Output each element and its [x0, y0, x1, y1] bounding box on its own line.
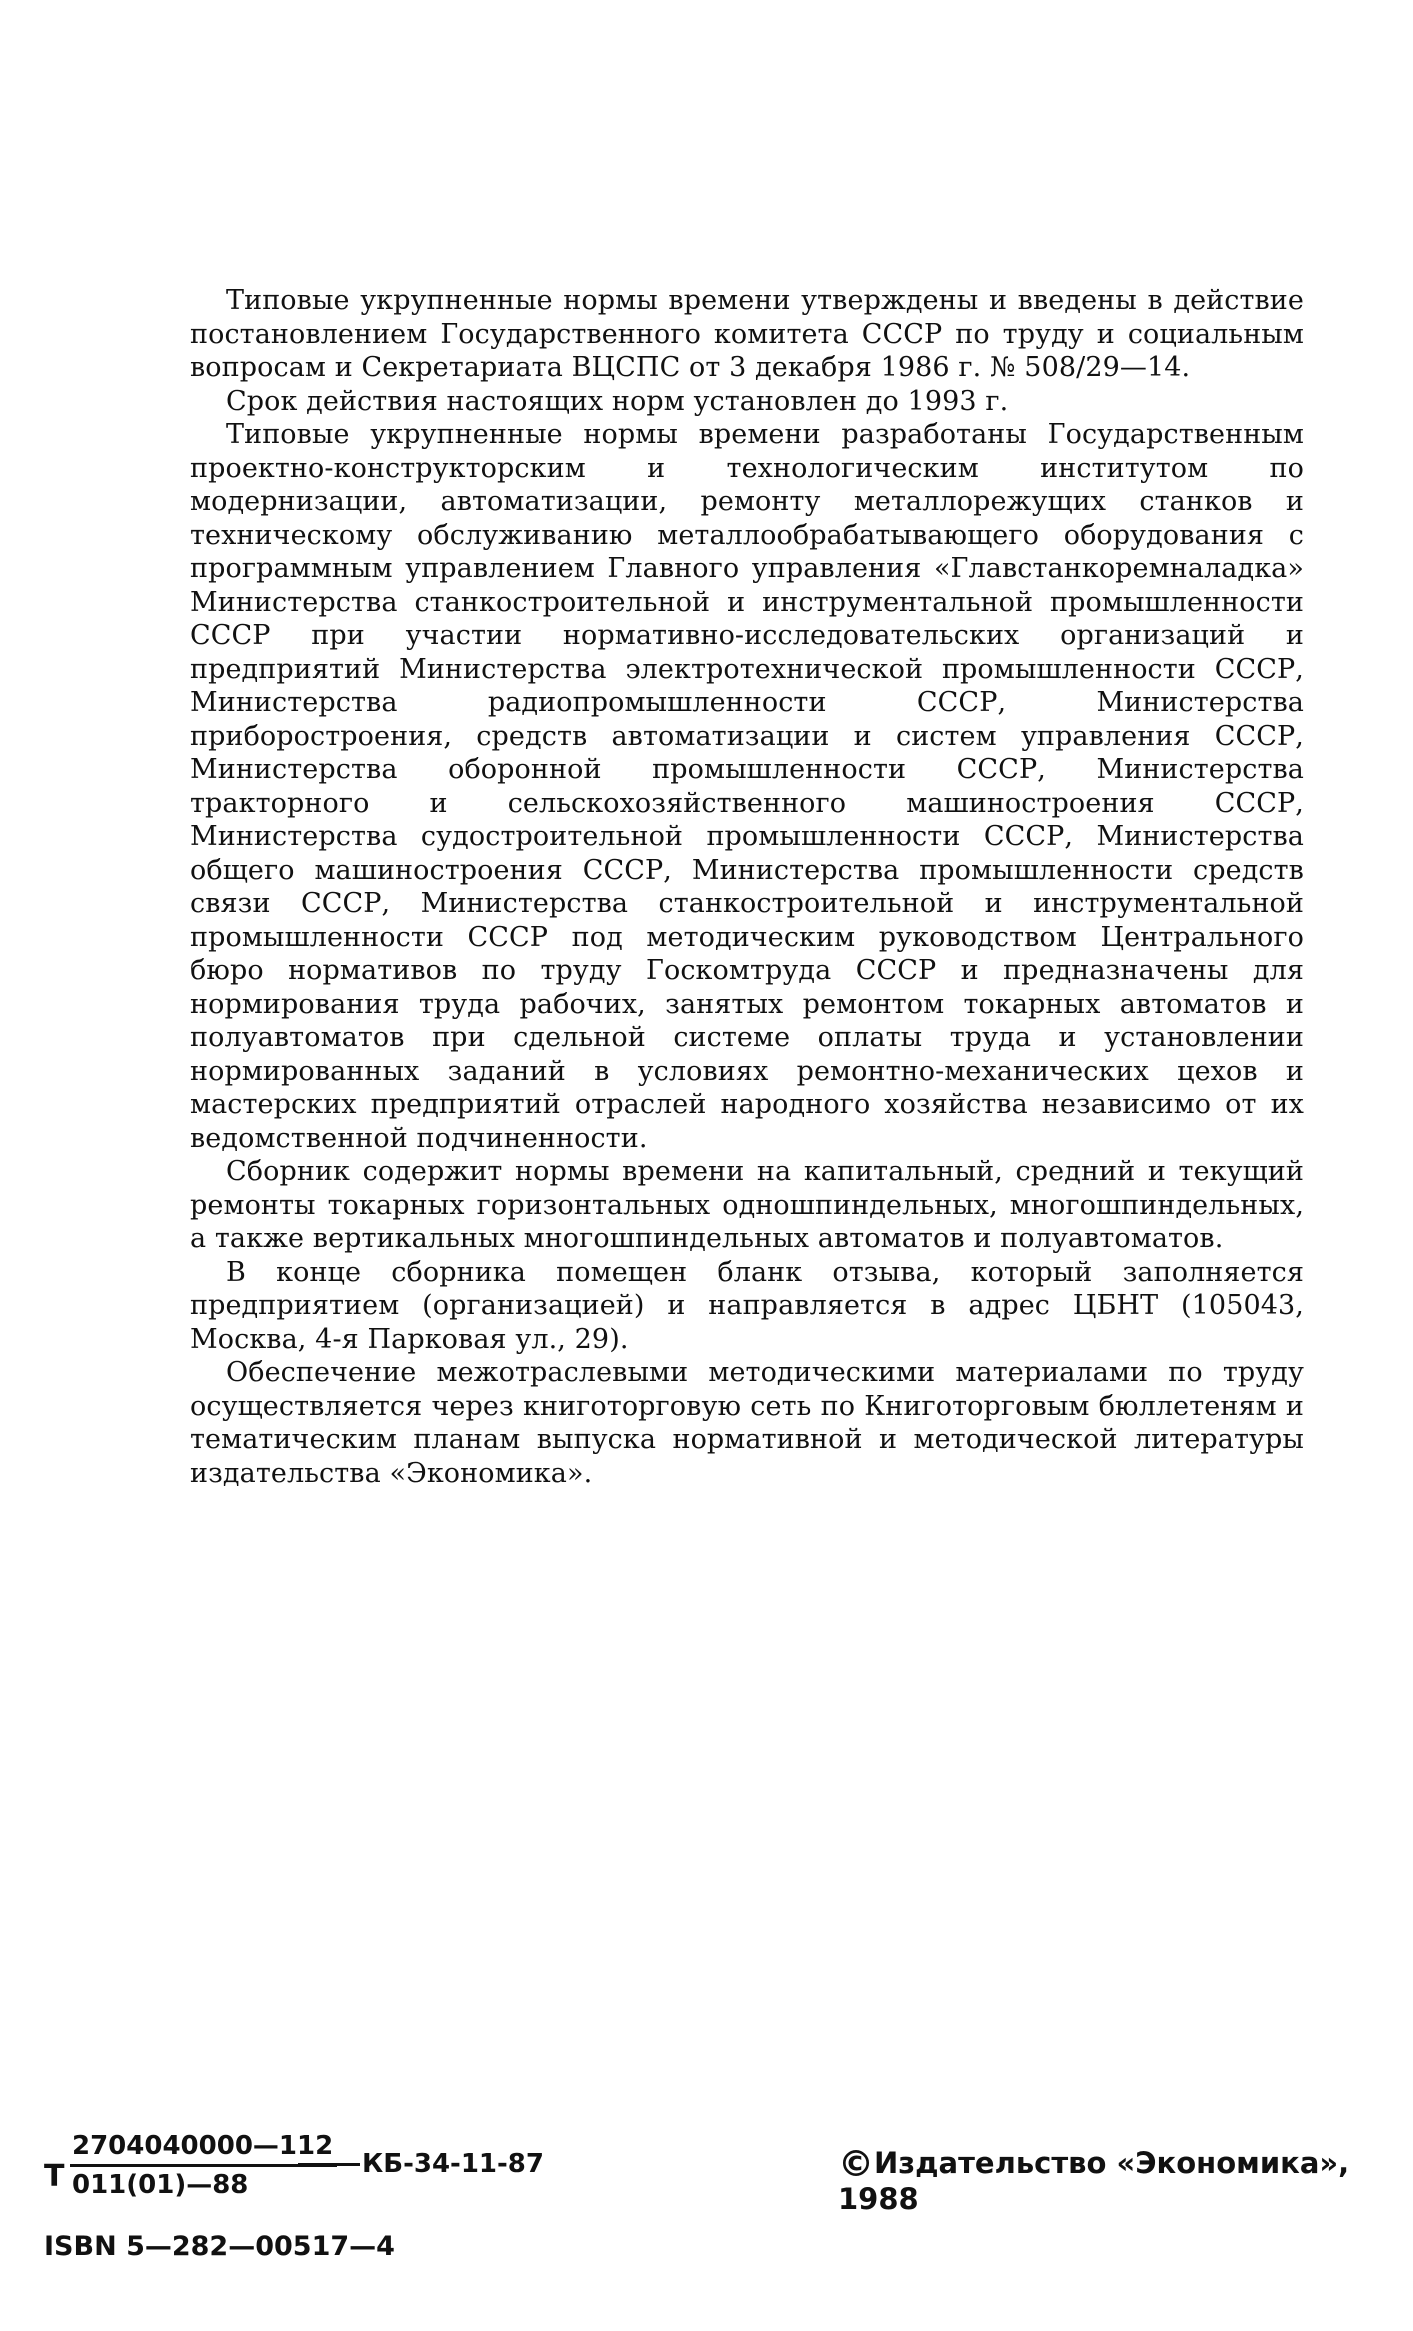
copyright-notice: [838, 2146, 1413, 2216]
paragraph-distribution: Обеспечение межотраслевыми методическими материалами по труду осуществляется через книготорговую сеть по Книготорговым бюллетеням и тематическим планам выпуска нормативной и методической литературы издательства «Экономика».: [190, 1357, 1304, 1489]
paragraph-validity: Срок действия настоящих норм установлен до 1993 г.: [226, 385, 1009, 417]
paragraph-contents: Сборник содержит нормы времени на капитальный, средний и текущий ремонты токарных горизонтальных одношпиндельных, многошпиндельных, а также вертикальных многошпиндельных автоматов и полуавтоматов.: [190, 1156, 1304, 1254]
imprint-kb-code: КБ-34-11-87: [362, 2149, 544, 2179]
copyright-text: Издательство «Экономика», 1988: [838, 2146, 1350, 2216]
body-text: [190, 284, 1304, 1490]
imprint-denominator: 011(01)—88: [72, 2170, 249, 2200]
imprint-numerator: 2704040000—112: [70, 2130, 337, 2167]
paragraph-approval: Типовые укрупненные нормы времени утверждены и введены в действие постановлением Государственного комитета СССР по труду и социальным вопросам и Секретариата ВЦСПС от 3 декабря 1986 г. № 508/29—14.: [190, 285, 1304, 383]
imprint-dash-line: [298, 2163, 360, 2166]
imprint-footer: [0, 2130, 1413, 2300]
isbn-number: ISBN 5—282—00517—4: [44, 2231, 395, 2262]
paragraph-feedback: В конце сборника помещен бланк отзыва, который заполняется предприятием (организацией) и направляется в адрес ЦБНТ (105043, Москва, 4-я Парковая ул., 29).: [190, 1256, 1304, 1355]
paragraph-developers: Типовые укрупненные нормы времени разработаны Государственным проектно-конструкторским и технологическим институтом по модернизации, автоматизации, ремонту металлорежущих станков и техническому обслуживанию металлообрабатывающего оборудования с программным управлением Главного управления «Главстанкоремналадка» Министерства станкостроительной и инструментальной промышленности СССР при участии нормативно-исследовательских организаций и предприятий Министерства электротехнической промышленности СССР, Министерства радиопромышленности СССР, Министерства приборостроения, средств автоматизации и систем управления СССР, Министерства оборонной промышленности СССР, Министерства тракторного и сельскохозяйственного машиностроения СССР, Министерства судостроительной промышленности СССР, Министерства общего машиностроения СССР, Министерства промышленности средств связи СССР, Министерства станкостроительной и инструментальной промышленности СССР под методическим руководством Центрального бюро нормативов по труду Госкомтруда СССР и предназначены для нормирования труда рабочих, занятых ремонтом токарных автоматов и полуавтоматов при сдельной системе оплаты труда и установлении нормированных заданий в условиях ремонтно-механических цехов и мастерских предприятий отраслей народного хозяйства независимо от их ведомственной подчиненности.: [190, 419, 1304, 1154]
copyright-icon: ©: [838, 2144, 874, 2185]
imprint-letter: Т: [44, 2159, 65, 2194]
